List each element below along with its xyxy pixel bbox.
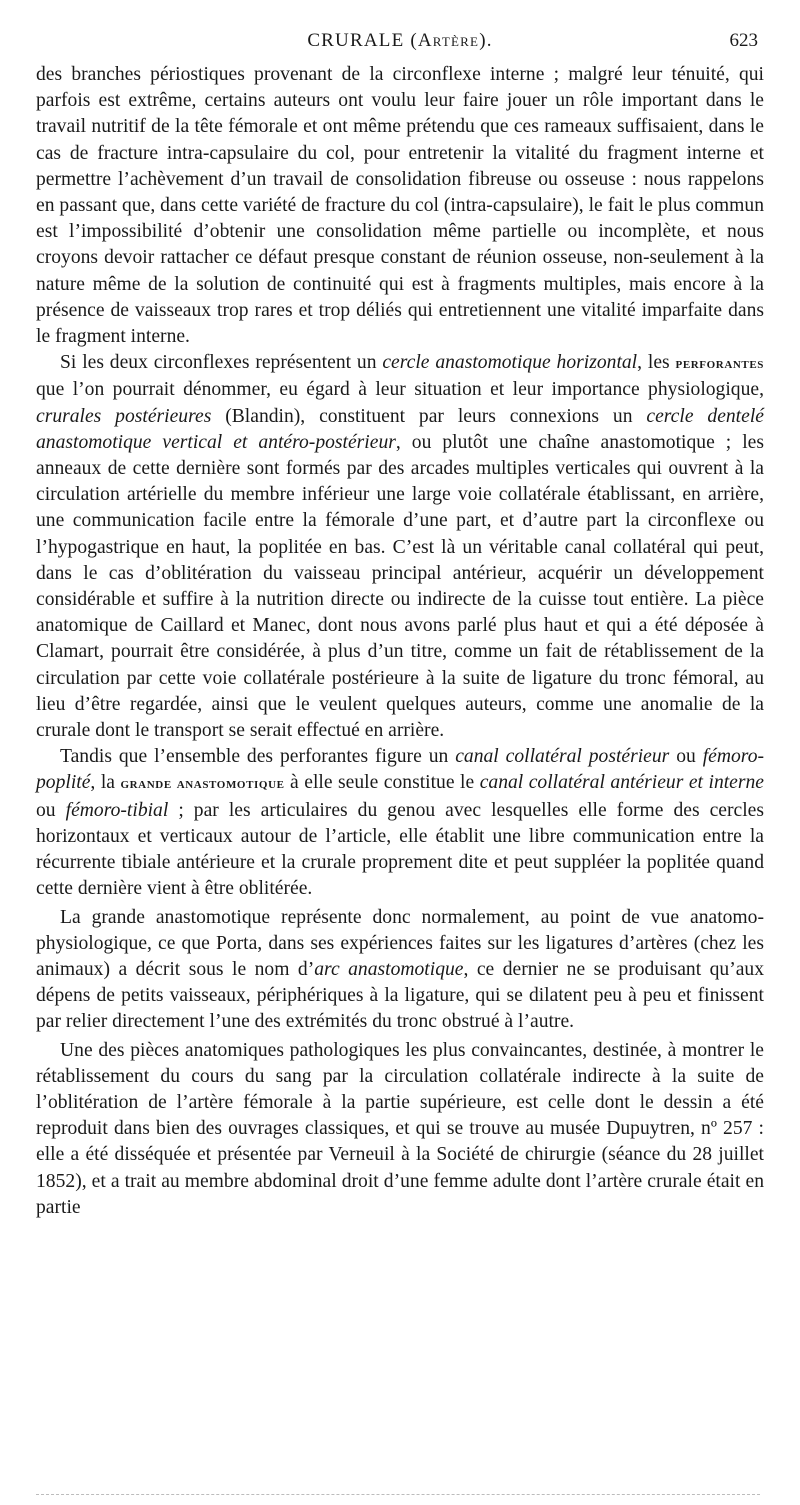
p3-text-6: ; par les articulaires du genou avec lesquelles elle forme des cercles horizontaux et verticaux autour de l’article, elle établit une libre communication entre la récurrente tibiale antérieure et la crurale proprement dite et peut suppléer la poplitée quand cette dernière vient à être oblitérée. [36, 799, 764, 900]
p2-text-3: que l’on pourrait dénommer, eu égard à leur situation et leur importance physiologique, [36, 379, 764, 401]
paragraph-3 [36, 744, 764, 902]
p4-italic-1: arc anastomotique [314, 958, 464, 980]
running-title [36, 30, 764, 52]
running-title-close: ). [479, 30, 493, 51]
p3-text-3: , la [90, 772, 121, 794]
p3-text-5: ou [36, 799, 66, 821]
p3-italic-1: canal collatéral postérieur [455, 746, 670, 768]
p3-text-4: à elle seule constitue le [284, 772, 480, 794]
p3-italic-4: fémoro-tibial [65, 799, 169, 821]
body-text [36, 62, 764, 1221]
page-header [36, 30, 764, 58]
p3-text-1: Tandis que l’ensemble des perforantes figure un [60, 746, 456, 768]
p2-italic-1: cercle anastomotique horizontal [382, 352, 638, 374]
p3-italic-3: canal collatéral antérieur et interne [479, 772, 764, 794]
p2-italic-3: cercle dentelé anastomotique vertical et antéro-postérieur [36, 405, 764, 453]
p4-text-1: La grande anastomotique représente donc normalement, au point de vue anatomo-physiologique, ce que Porta, dans ses expériences faites sur les ligatures d’artères (chez les animaux) a décrit sous le nom d’ [36, 906, 764, 980]
p2-text-2: , les [637, 352, 676, 374]
running-title-smallcaps: Artère [417, 30, 480, 51]
p4-text-2: , ce dernier ne se produisant qu’aux dépens de petits vaisseaux, périphériques à la ligature, qui se dilatent peu à peu et finissent par relier directement l’une des extrémités du tronc obstrué à l’autre. [36, 958, 765, 1033]
p3-italic-2: fémoro-poplité [36, 746, 765, 794]
page-number: 623 [729, 30, 758, 51]
paragraph-4 [36, 905, 764, 1036]
p3-text-2: ou [669, 746, 703, 768]
p2-italic-2: crurales postérieures [36, 405, 212, 427]
p2-text-1: Si les deux circonflexes représentent un [60, 352, 383, 374]
p2-text-5: , ou plutôt une chaîne anastomotique ; les anneaux de cette dernière sont formés par des arcades multiples verticales qui ouvrent à la circulation artérielle du membre inférieur une large voie collatérale établissant, en arrière, une communication facile entre la fémorale d’une part, et d’autre part la circonflexe ou l’hypogastrique en haut, la poplitée en bas. C’est là un véritable canal collatéral qui peut, dans le cas d’oblitération du vaisseau principal antérieur, acquérir un développement considérable et suffire à la nutrition directe ou indirecte de la cuisse tout entière. La pièce anatomique de Caillard et Manec, dont nous avons parlé plus haut et qui a été déposée à Clamart, pourrait être considérée, à plus d’un titre, comme un fait de rétablissement de la circulation par cette voie collatérale postérieure à la suite de ligature du tronc fémoral, au lieu d’être regardée, ainsi que le veulent quelques auteurs, comme une anomalie de la crurale dont le transport se serait effectué en arrière. [36, 431, 764, 742]
paragraph-5: Une des pièces anatomiques pathologiques les plus convaincantes, destinée, à montrer le rétablissement du cours du sang par la circulation collatérale indirecte à la suite de l’oblitération de l’artère fémorale à la partie supérieure, est celle dont le dessin a été reproduit dans bien des ouvrages classiques, et qui se trouve au musée Dupuytren, nº 257 : elle a été disséquée et présentée par Verneuil à la Société de chirurgie (séance du 28 juillet 1852), et a trait au membre abdominal droit d’une femme adulte dont l’artère crurale était en partie [36, 1039, 764, 1218]
p3-smallcaps-term: grande anastomotique [120, 776, 285, 793]
p2-text-4: (Blandin), constituent par leurs connexions un [211, 405, 647, 427]
running-title-main: CRURALE ( [307, 30, 418, 51]
paragraph-2 [36, 350, 764, 744]
paragraph-1: des branches périostiques provenant de la circonflexe interne ; malgré leur ténuité, qui parfois est extrême, certains auteurs ont voulu leur faire jouer un rôle important dans le travail nutritif de la tête fémorale et ont même prétendu que ces rameaux suffisaient, dans le cas de fracture intra-capsulaire du col, pour entretenir la vitalité du fragment interne et permettre l’achèvement d’un travail de consolidation fibreuse ou osseuse : nous rappelons en passant que, dans cette variété de fracture du col (intra-capsulaire), le fait le plus commun est l’impossibilité d’obtenir une consolidation même partielle ou incomplète, et nous croyons devoir rattacher ce défaut presque constant de réunion osseuse, non-seulement à la nature même de la solution de continuité qui est à fragments multiples, mais encore à la présence de vaisseaux trop rares et trop déliés qui entretiennent une vitalité imparfaite dans le fragment interne. [36, 64, 764, 348]
p2-smallcaps-term: perforantes [675, 356, 764, 373]
bottom-rule [36, 1494, 760, 1495]
